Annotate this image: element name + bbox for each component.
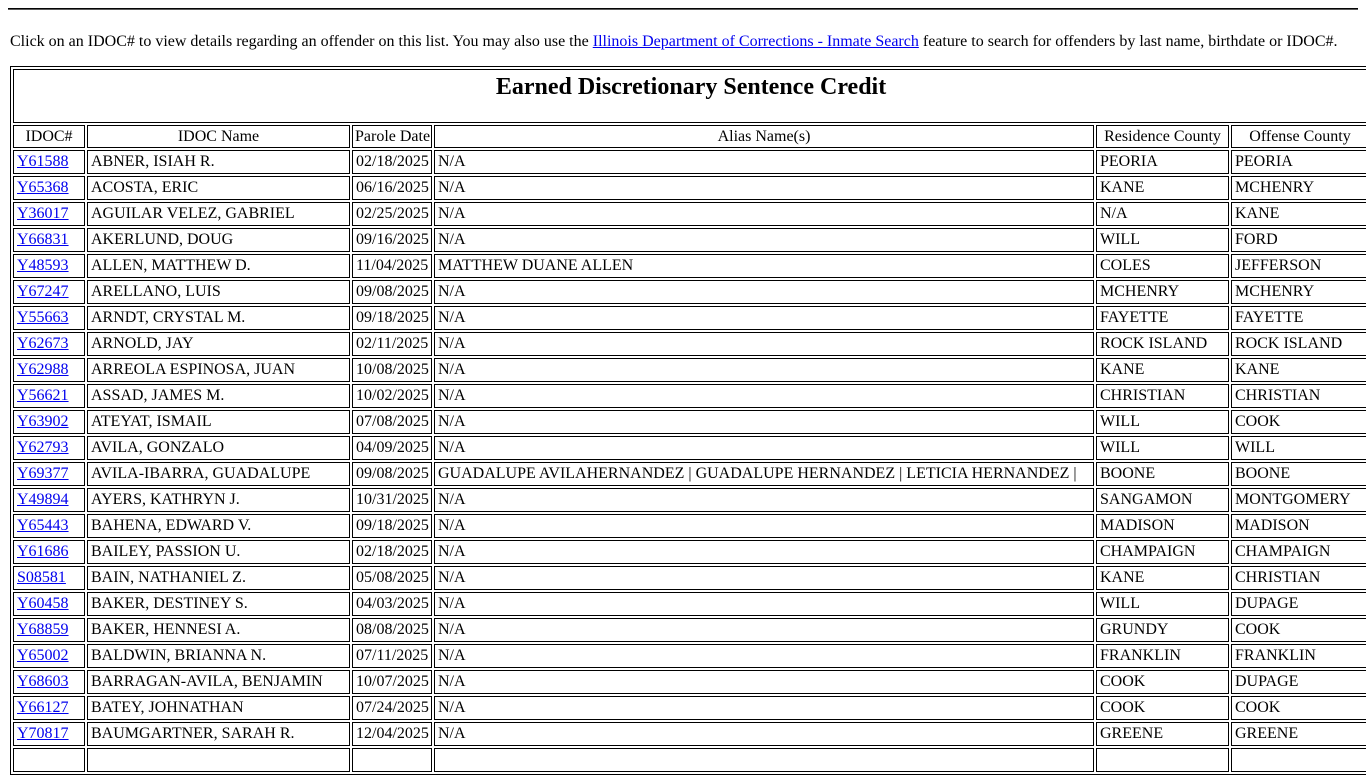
parole-date-cell <box>352 748 432 772</box>
offense-county-cell: FORD <box>1231 228 1366 252</box>
alias-cell: N/A <box>434 436 1094 460</box>
parole-date-cell: 04/03/2025 <box>352 592 432 616</box>
col-header-idoc-name: IDOC Name <box>87 125 350 148</box>
offense-county-cell: CHAMPAIGN <box>1231 540 1366 564</box>
residence-county-cell: MCHENRY <box>1096 280 1229 304</box>
idoc-link[interactable]: Y65368 <box>17 179 69 196</box>
residence-county-cell <box>1096 748 1229 772</box>
col-header-alias: Alias Name(s) <box>434 125 1094 148</box>
parole-date-cell: 12/04/2025 <box>352 722 432 746</box>
parole-date-cell: 09/08/2025 <box>352 280 432 304</box>
table-row <box>13 306 1366 330</box>
idoc-link[interactable]: Y49894 <box>17 491 69 508</box>
title-row <box>13 69 1366 123</box>
idoc-link[interactable]: Y70817 <box>17 725 69 742</box>
table-row <box>13 488 1366 512</box>
parole-date-cell: 10/07/2025 <box>352 670 432 694</box>
header-row <box>13 125 1366 148</box>
idoc-name-cell: ABNER, ISIAH R. <box>87 150 350 174</box>
idoc-cell <box>13 384 85 408</box>
parole-date-cell: 10/31/2025 <box>352 488 432 512</box>
offense-county-cell: COOK <box>1231 696 1366 720</box>
col-header-residence-county: Residence County <box>1096 125 1229 148</box>
idoc-cell <box>13 514 85 538</box>
idoc-link[interactable]: Y65443 <box>17 517 69 534</box>
residence-county-cell: ROCK ISLAND <box>1096 332 1229 356</box>
table-row <box>13 644 1366 668</box>
idoc-link[interactable]: Y62793 <box>17 439 69 456</box>
offense-county-cell: WILL <box>1231 436 1366 460</box>
residence-county-cell: SANGAMON <box>1096 488 1229 512</box>
table-row <box>13 696 1366 720</box>
parole-date-cell: 02/11/2025 <box>352 332 432 356</box>
alias-cell: N/A <box>434 228 1094 252</box>
idoc-cell <box>13 332 85 356</box>
idoc-cell <box>13 488 85 512</box>
idoc-cell <box>13 150 85 174</box>
residence-county-cell: WILL <box>1096 592 1229 616</box>
alias-cell: N/A <box>434 722 1094 746</box>
alias-cell: N/A <box>434 488 1094 512</box>
table-row <box>13 410 1366 434</box>
alias-cell: N/A <box>434 696 1094 720</box>
table-row <box>13 618 1366 642</box>
parole-date-cell: 02/18/2025 <box>352 150 432 174</box>
col-header-offense-county: Offense County <box>1231 125 1366 148</box>
idoc-cell <box>13 306 85 330</box>
table-row <box>13 280 1366 304</box>
idoc-link[interactable]: Y66831 <box>17 231 69 248</box>
parole-date-cell: 04/09/2025 <box>352 436 432 460</box>
offense-county-cell: KANE <box>1231 358 1366 382</box>
page <box>0 8 1366 775</box>
idoc-name-cell: ASSAD, JAMES M. <box>87 384 350 408</box>
parole-date-cell: 11/04/2025 <box>352 254 432 278</box>
offense-county-cell <box>1231 748 1366 772</box>
residence-county-cell: WILL <box>1096 228 1229 252</box>
idoc-name-cell: BARRAGAN-AVILA, BENJAMIN <box>87 670 350 694</box>
table-row <box>13 514 1366 538</box>
idoc-name-cell: BAKER, HENNESI A. <box>87 618 350 642</box>
idoc-cell <box>13 176 85 200</box>
idoc-cell <box>13 644 85 668</box>
idoc-cell <box>13 358 85 382</box>
table-row <box>13 592 1366 616</box>
alias-cell: N/A <box>434 358 1094 382</box>
residence-county-cell: GRUNDY <box>1096 618 1229 642</box>
idoc-name-cell: ALLEN, MATTHEW D. <box>87 254 350 278</box>
idoc-cell <box>13 254 85 278</box>
alias-cell: N/A <box>434 202 1094 226</box>
alias-cell: N/A <box>434 514 1094 538</box>
idoc-name-cell: AKERLUND, DOUG <box>87 228 350 252</box>
residence-county-cell: COLES <box>1096 254 1229 278</box>
intro-text <box>10 32 1358 52</box>
parole-date-cell: 07/24/2025 <box>352 696 432 720</box>
offense-county-cell: MONTGOMERY <box>1231 488 1366 512</box>
offense-county-cell: MCHENRY <box>1231 280 1366 304</box>
table-row <box>13 540 1366 564</box>
table-row <box>13 384 1366 408</box>
idoc-name-cell: AVILA, GONZALO <box>87 436 350 460</box>
table-row <box>13 566 1366 590</box>
idoc-cell <box>13 462 85 486</box>
parole-date-cell: 02/18/2025 <box>352 540 432 564</box>
intro-text-after: feature to search for offenders by last name, birthdate or IDOC#. <box>918 33 1338 50</box>
idoc-link[interactable]: Y63902 <box>17 413 69 430</box>
residence-county-cell: WILL <box>1096 410 1229 434</box>
residence-county-cell: KANE <box>1096 566 1229 590</box>
alias-cell: N/A <box>434 332 1094 356</box>
table-row <box>13 254 1366 278</box>
idoc-link[interactable]: Y62988 <box>17 361 69 378</box>
table-row <box>13 670 1366 694</box>
parole-date-cell: 07/08/2025 <box>352 410 432 434</box>
parole-date-cell: 10/08/2025 <box>352 358 432 382</box>
idoc-cell <box>13 436 85 460</box>
idoc-link[interactable]: Y60458 <box>17 595 69 612</box>
idoc-link[interactable]: Y66127 <box>17 699 69 716</box>
idoc-name-cell: ARNOLD, JAY <box>87 332 350 356</box>
idoc-name-cell: ARREOLA ESPINOSA, JUAN <box>87 358 350 382</box>
alias-cell: N/A <box>434 592 1094 616</box>
idoc-cell <box>13 566 85 590</box>
residence-county-cell: FAYETTE <box>1096 306 1229 330</box>
offense-county-cell: KANE <box>1231 202 1366 226</box>
residence-county-cell: KANE <box>1096 176 1229 200</box>
alias-cell: N/A <box>434 566 1094 590</box>
idoc-name-cell: ATEYAT, ISMAIL <box>87 410 350 434</box>
top-divider <box>8 8 1358 10</box>
parole-date-cell: 06/16/2025 <box>352 176 432 200</box>
residence-county-cell: GREENE <box>1096 722 1229 746</box>
idoc-name-cell: AGUILAR VELEZ, GABRIEL <box>87 202 350 226</box>
offense-county-cell: CHRISTIAN <box>1231 566 1366 590</box>
intro-text-before: Click on an IDOC# to view details regarding an offender on this list. You may also use the <box>10 33 593 50</box>
idoc-name-cell: AVILA-IBARRA, GUADALUPE <box>87 462 350 486</box>
alias-cell <box>434 748 1094 772</box>
table-row <box>13 436 1366 460</box>
offense-county-cell: DUPAGE <box>1231 670 1366 694</box>
offense-county-cell: MCHENRY <box>1231 176 1366 200</box>
offense-county-cell: FRANKLIN <box>1231 644 1366 668</box>
sentence-credit-table <box>10 66 1366 775</box>
parole-date-cell: 09/16/2025 <box>352 228 432 252</box>
idoc-name-cell: BAIN, NATHANIEL Z. <box>87 566 350 590</box>
col-header-idoc: IDOC# <box>13 125 85 148</box>
idoc-link[interactable]: Y68603 <box>17 673 69 690</box>
idoc-name-cell: BALDWIN, BRIANNA N. <box>87 644 350 668</box>
table-row <box>13 358 1366 382</box>
table-row <box>13 228 1366 252</box>
idoc-name-cell: BATEY, JOHNATHAN <box>87 696 350 720</box>
offense-county-cell: GREENE <box>1231 722 1366 746</box>
idoc-cell <box>13 592 85 616</box>
parole-date-cell: 09/18/2025 <box>352 514 432 538</box>
residence-county-cell: FRANKLIN <box>1096 644 1229 668</box>
offense-county-cell: COOK <box>1231 410 1366 434</box>
idoc-link[interactable]: Y65002 <box>17 647 69 664</box>
idoc-link[interactable]: S08581 <box>17 569 66 586</box>
offense-county-cell: DUPAGE <box>1231 592 1366 616</box>
idoc-name-cell: ACOSTA, ERIC <box>87 176 350 200</box>
table-row <box>13 722 1366 746</box>
idoc-link[interactable]: Y36017 <box>17 205 69 222</box>
residence-county-cell: COOK <box>1096 696 1229 720</box>
residence-county-cell: PEORIA <box>1096 150 1229 174</box>
table-row-partial <box>13 748 1366 772</box>
idoc-cell <box>13 748 85 772</box>
idoc-name-cell: BAUMGARTNER, SARAH R. <box>87 722 350 746</box>
idoc-link[interactable]: Y68859 <box>17 621 69 638</box>
alias-cell: N/A <box>434 150 1094 174</box>
idoc-cell <box>13 670 85 694</box>
idoc-name-cell: ARELLANO, LUIS <box>87 280 350 304</box>
offense-county-cell: FAYETTE <box>1231 306 1366 330</box>
parole-date-cell: 08/08/2025 <box>352 618 432 642</box>
inmate-search-link[interactable]: Illinois Department of Corrections - Inmate Search <box>592 33 919 50</box>
alias-cell: N/A <box>434 410 1094 434</box>
idoc-name-cell <box>87 748 350 772</box>
idoc-cell <box>13 280 85 304</box>
table-body <box>13 150 1366 772</box>
offense-county-cell: CHRISTIAN <box>1231 384 1366 408</box>
idoc-name-cell: BAILEY, PASSION U. <box>87 540 350 564</box>
table-row <box>13 202 1366 226</box>
alias-cell: GUADALUPE AVILAHERNANDEZ | GUADALUPE HERNANDEZ | LETICIA HERNANDEZ | <box>434 462 1094 486</box>
idoc-link[interactable]: Y48593 <box>17 257 69 274</box>
idoc-name-cell: BAHENA, EDWARD V. <box>87 514 350 538</box>
idoc-name-cell: BAKER, DESTINEY S. <box>87 592 350 616</box>
offense-county-cell: ROCK ISLAND <box>1231 332 1366 356</box>
table-row <box>13 332 1366 356</box>
alias-cell: N/A <box>434 644 1094 668</box>
idoc-name-cell: AYERS, KATHRYN J. <box>87 488 350 512</box>
residence-county-cell: COOK <box>1096 670 1229 694</box>
alias-cell: N/A <box>434 384 1094 408</box>
idoc-cell <box>13 618 85 642</box>
table-row <box>13 176 1366 200</box>
idoc-cell <box>13 540 85 564</box>
idoc-link[interactable]: Y61686 <box>17 543 69 560</box>
residence-county-cell: KANE <box>1096 358 1229 382</box>
table-row <box>13 462 1366 486</box>
parole-date-cell: 02/25/2025 <box>352 202 432 226</box>
idoc-cell <box>13 410 85 434</box>
alias-cell: N/A <box>434 176 1094 200</box>
parole-date-cell: 09/08/2025 <box>352 462 432 486</box>
idoc-link[interactable]: Y55663 <box>17 309 69 326</box>
parole-date-cell: 09/18/2025 <box>352 306 432 330</box>
residence-county-cell: WILL <box>1096 436 1229 460</box>
alias-cell: N/A <box>434 670 1094 694</box>
offense-county-cell: BOONE <box>1231 462 1366 486</box>
idoc-link[interactable]: Y61588 <box>17 153 69 170</box>
residence-county-cell: MADISON <box>1096 514 1229 538</box>
alias-cell: MATTHEW DUANE ALLEN <box>434 254 1094 278</box>
parole-date-cell: 07/11/2025 <box>352 644 432 668</box>
offense-county-cell: COOK <box>1231 618 1366 642</box>
alias-cell: N/A <box>434 306 1094 330</box>
residence-county-cell: CHAMPAIGN <box>1096 540 1229 564</box>
idoc-cell <box>13 202 85 226</box>
col-header-parole-date: Parole Date <box>352 125 432 148</box>
table-row <box>13 150 1366 174</box>
idoc-cell <box>13 722 85 746</box>
alias-cell: N/A <box>434 618 1094 642</box>
offense-county-cell: PEORIA <box>1231 150 1366 174</box>
alias-cell: N/A <box>434 280 1094 304</box>
offense-county-cell: JEFFERSON <box>1231 254 1366 278</box>
parole-date-cell: 10/02/2025 <box>352 384 432 408</box>
idoc-link[interactable]: Y67247 <box>17 283 69 300</box>
table-title-cell <box>13 69 1366 123</box>
idoc-link[interactable]: Y62673 <box>17 335 69 352</box>
offense-county-cell: MADISON <box>1231 514 1366 538</box>
idoc-link[interactable]: Y56621 <box>17 387 69 404</box>
parole-date-cell: 05/08/2025 <box>352 566 432 590</box>
page-title: Earned Discretionary Sentence Credit <box>495 74 887 100</box>
residence-county-cell: CHRISTIAN <box>1096 384 1229 408</box>
idoc-cell <box>13 696 85 720</box>
idoc-cell <box>13 228 85 252</box>
residence-county-cell: BOONE <box>1096 462 1229 486</box>
idoc-link[interactable]: Y69377 <box>17 465 69 482</box>
alias-cell: N/A <box>434 540 1094 564</box>
residence-county-cell: N/A <box>1096 202 1229 226</box>
idoc-name-cell: ARNDT, CRYSTAL M. <box>87 306 350 330</box>
